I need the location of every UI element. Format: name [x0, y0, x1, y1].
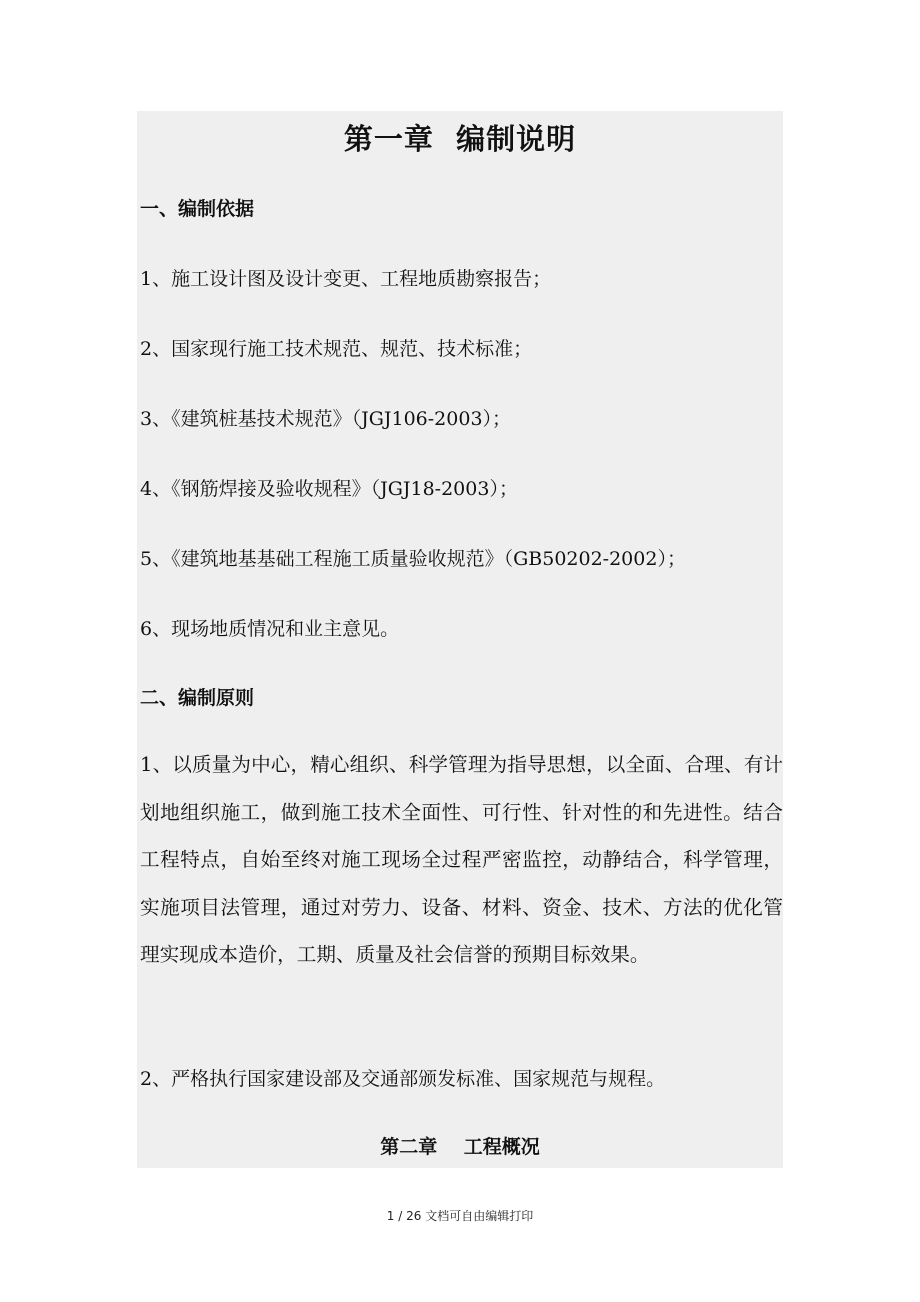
list-item: 3、《建筑桩基技术规范》（JGJ106-2003）； [140, 408, 512, 430]
list-item: 4、《钢筋焊接及验收规程》（JGJ18-2003）； [140, 478, 518, 500]
list-item: 2、国家现行施工技术规范、规范、技术标准； [140, 338, 533, 360]
section-heading-principles: 二、编制原则 [140, 687, 255, 709]
chapter-2-title: 第二章 工程概况 [380, 1136, 540, 1158]
principle-paragraph-1: 1、以质量为中心，精心组织、科学管理为指导思想，以全面、合理、有计划地组织施工，做到施工技术全面性、可行性、针对性的和先进性。结合工程特点，自始至终对施工现场全过程严密监控，动静结合，科学管理，实施项目法管理，通过对劳力、设备、材料、资金、技术、方法的优化管理实现成本造价，工期、质量及社会信誉的预期目标效果。 [140, 753, 783, 966]
principle-paragraph-2: 2、严格执行国家建设部及交通部颁发标准、国家规范与规程。 [140, 1068, 666, 1090]
list-item: 6、现场地质情况和业主意见。 [140, 618, 400, 640]
list-item: 5、《建筑地基基础工程施工质量验收规范》（GB50202-2002）； [140, 548, 686, 570]
list-item: 1、施工设计图及设计变更、工程地质勘察报告； [140, 268, 552, 290]
chapter-title: 第一章 编制说明 [343, 122, 577, 156]
document-page [137, 111, 783, 1168]
page-footer: 1 / 26 文档可自由编辑打印 [386, 1209, 534, 1223]
section-heading-basis: 一、编制依据 [140, 198, 255, 220]
